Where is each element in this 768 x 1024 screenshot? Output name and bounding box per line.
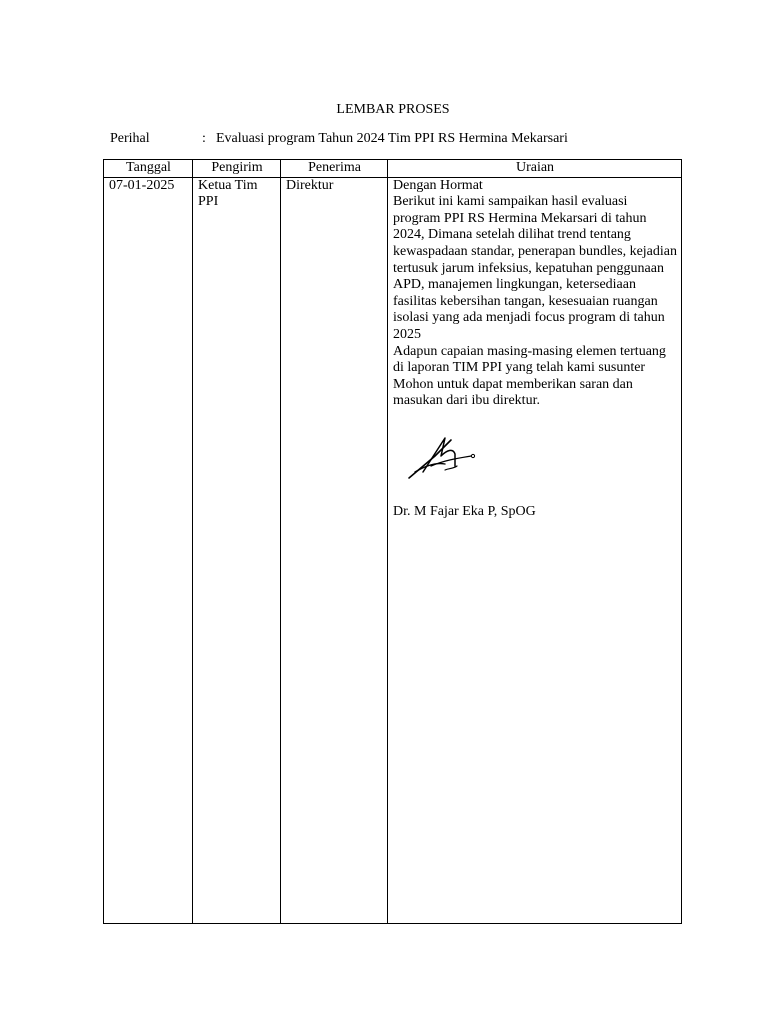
perihal-row xyxy=(110,131,568,147)
uraian-paragraph-2: Adapun capaian masing-masing elemen tertuang di laporan TIM PPI yang telah kami susunter xyxy=(393,343,666,376)
page-title: LEMBAR PROSES xyxy=(336,102,450,117)
perihal-label: Perihal xyxy=(110,131,150,146)
cell-pengirim: Ketua Tim PPI xyxy=(193,177,281,923)
process-table xyxy=(103,159,682,924)
header-uraian: Uraian xyxy=(388,160,682,178)
header-pengirim: Pengirim xyxy=(193,160,281,178)
table-header-row xyxy=(104,160,682,178)
signature-image xyxy=(401,426,481,486)
signer-name: Dr. M Fajar Eka P, SpOG xyxy=(393,503,536,519)
uraian-paragraph-3: Mohon untuk dapat memberikan saran dan masukan dari ibu direktur. xyxy=(393,376,633,409)
perihal-value: Evaluasi program Tahun 2024 Tim PPI RS Hermina Mekarsari xyxy=(216,131,568,146)
header-tanggal: Tanggal xyxy=(104,160,193,178)
cell-tanggal: 07-01-2025 xyxy=(104,177,193,923)
uraian-paragraph-1: Berikut ini kami sampaikan hasil evaluasi program PPI RS Hermina Mekarsari di tahun 2024, Dimana setelah dilihat trend tentang kewaspadaan standar, penerapan bundles, kejadian tertusuk jarum infeksius, kepatuhan penggunaan APD, manajemen lingkungan, ketersediaan fasilitas kebersihan tangan, kesesuaian ruangan isolasi yang ada menjadi focus program di tahun 2025 xyxy=(393,194,677,342)
header-penerima: Penerima xyxy=(281,160,388,178)
cell-uraian xyxy=(388,177,682,923)
uraian-greeting: Dengan Hormat xyxy=(393,177,483,193)
perihal-separator: : xyxy=(202,131,206,146)
table-row xyxy=(104,177,682,923)
cell-penerima: Direktur xyxy=(281,177,388,923)
